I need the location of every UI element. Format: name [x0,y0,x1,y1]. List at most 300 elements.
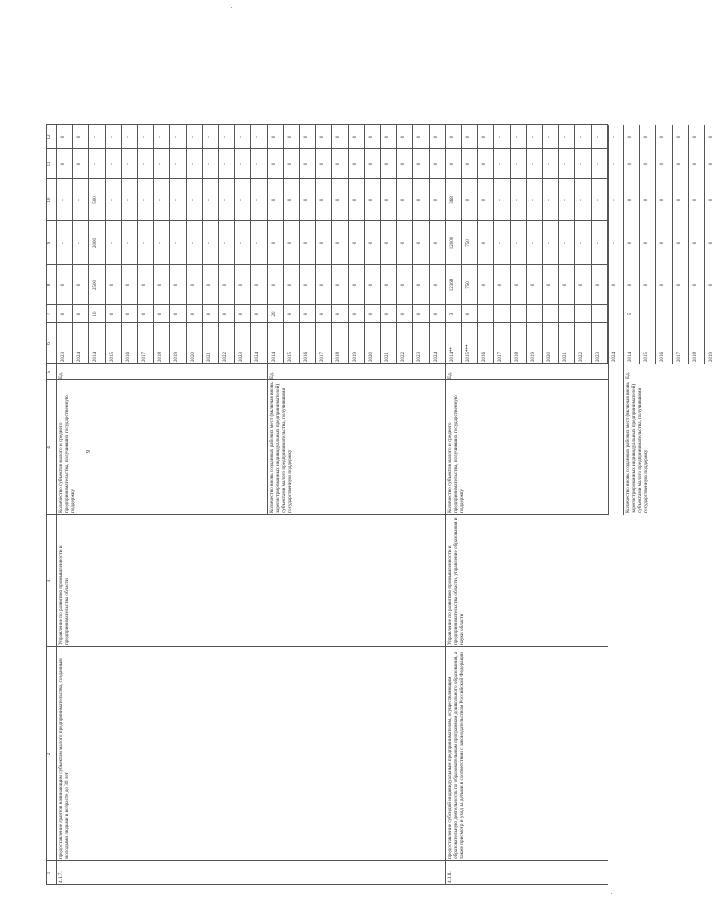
value-cell: 0 [709,135,714,139]
year-row-rule [315,125,316,364]
value-cell: 0 [385,283,390,287]
value-cell: 0 [709,198,714,202]
column-header: 10 [47,197,52,203]
value-cell: 0 [304,162,309,166]
year-row-rule [526,125,527,364]
year-row-rule [655,125,656,364]
value-cell: - [255,199,261,201]
value-cell: 0 [628,135,633,139]
value-cell: 12000 [449,236,455,250]
value-cell: 0 [158,312,164,316]
value-cell: 0 [692,198,698,202]
value-cell: 0 [660,162,666,166]
value-cell: 0 [287,162,293,166]
column-header: 5 [47,370,52,374]
value-cell: 0 [320,241,326,245]
column-header: 3 [47,579,52,583]
value-cell: 0 [385,135,390,139]
value-cell: 750 [466,281,471,289]
value-cell: 0 [368,162,374,166]
value-cell: 0 [449,135,455,139]
program-table [46,45,714,885]
value-cell: 0 [644,283,650,287]
value-cell: - [158,163,164,165]
value-cell: - [514,199,520,201]
column-header: 12 [47,134,52,140]
value-cell: - [174,136,180,138]
value-cell: 0 [368,198,374,202]
value-cell: 0 [287,312,293,316]
value-cell: 0 [336,283,342,287]
value-cell: 0 [336,162,342,166]
year-row-rule [88,125,89,364]
year-cell: 2015 [109,352,115,362]
column-header: 7 [47,312,52,316]
value-cell: 0 [125,283,131,287]
value-cell: 0 [433,198,439,202]
value-cell: 0 [125,312,131,316]
value-cell: - [109,199,115,201]
year-row-rule [688,125,689,364]
row-number: 4.1.8. [446,871,453,883]
year-cell: 2021 [206,352,212,362]
value-cell: - [514,136,520,138]
value-cell [563,305,570,323]
value-cell: 0 [644,135,650,139]
year-row-rule [493,125,494,364]
year-row-rule [283,125,284,364]
executor-text: Управление по развитию промышленности и предпринимательства области [58,545,70,645]
indicator-text: Количество вновь созданных рабочих мест (включая вновь зарегистрированных индивидуальных предпринимателей) субъектами малого предпринимательства, получившими государственную поддержку [625,382,649,513]
value-cell: - [547,242,552,244]
value-cell: - [255,242,261,244]
value-cell: 0 [385,198,390,202]
value-cell: 3 [449,312,455,316]
value-cell: - [61,242,66,244]
year-cell: 2023 [417,352,423,362]
year-cell: 2021 [385,352,390,362]
year-row-rule [429,125,430,364]
value-cell: - [77,242,83,244]
value-cell: 0 [466,198,471,202]
value-cell: 0 [77,135,83,139]
column-header: 4 [47,446,52,449]
value-cell: - [579,242,585,244]
value-cell: - [142,199,147,201]
value-cell: - [174,199,180,201]
value-cell: - [93,136,99,138]
year-cell: 2014 [93,352,99,362]
value-cell: - [142,163,147,165]
column-rule [46,379,608,380]
unit-text: Ед. [268,371,275,379]
value-cell: 0 [304,241,309,245]
year-row-rule [380,125,381,364]
value-cell: 0 [692,241,698,245]
value-cell [644,305,651,323]
year-cell: 2016 [660,352,666,362]
year-row-rule [250,125,251,364]
year-row-rule [348,125,349,364]
year-row-rule [477,125,478,364]
value-cell: 0 [77,312,83,316]
value-cell: 0 [142,283,147,287]
value-cell: 0 [514,283,520,287]
value-cell: - [206,242,212,244]
value-cell: 0 [401,283,407,287]
value-cell: 5 [628,312,633,316]
year-row-rule [461,125,462,364]
value-cell: 0 [61,162,66,166]
year-cell: 2020 [368,352,374,362]
value-cell: 0 [223,312,228,316]
value-cell: 0 [482,135,488,139]
value-cell: 0 [352,241,358,245]
year-cell: 2015 [644,352,650,362]
value-cell: 0 [482,241,488,245]
scan-speck [231,7,232,8]
indicator-text: Количество субъектов малого и среднего предпринимательства, получивших государственную поддержку [446,395,465,513]
value-cell: 0 [563,283,569,287]
column-rule [46,514,608,515]
value-cell: 0 [401,241,407,245]
year-cell: 2015*** [466,344,471,362]
value-cell: 0 [644,198,650,202]
value-cell: - [595,163,601,165]
year-cell: 2022 [401,352,407,362]
value-cell: - [239,163,245,165]
value-cell: - [547,136,552,138]
value-cell: 0 [433,283,439,287]
value-cell: - [530,242,536,244]
year-cell: 2017 [676,352,682,362]
value-cell: 0 [287,283,293,287]
year-cell: 2018 [336,352,342,362]
value-cell: 0 [676,283,682,287]
value-cell: 0 [676,198,682,202]
value-cell: - [109,136,115,138]
value-cell: - [125,199,131,201]
value-cell: - [498,136,504,138]
value-cell: - [223,136,228,138]
value-cell: 0 [61,312,66,316]
activity-text: предоставление грантов начинающим субъектам малого предпринимательства, созданным молодыми людьми в возрасте до 30 лет [58,658,70,859]
value-cell: - [255,163,261,165]
value-cell: - [498,163,504,165]
value-cell: 0 [77,162,83,166]
year-cell: 2014 [271,352,277,362]
value-cell: 0 [368,283,374,287]
value-cell: 0 [466,135,471,139]
value-cell: 0 [709,283,714,287]
value-cell: 0 [336,241,342,245]
value-cell: - [611,136,617,138]
table-rule [46,125,47,885]
value-cell [693,305,700,323]
year-cell: 2019 [174,352,180,362]
year-cell: 2015 [287,352,293,362]
year-cell: 2018 [514,352,520,362]
value-cell: 0 [336,135,342,139]
year-row-rule [234,125,235,364]
value-cell: 0 [142,312,147,316]
value-cell: - [190,163,196,165]
value-cell: - [223,242,228,244]
value-cell: - [530,199,536,201]
year-row-rule [396,125,397,364]
column-rule [46,860,608,861]
value-cell: - [174,242,180,244]
value-cell [709,305,716,323]
value-cell: - [611,199,617,201]
value-cell: 500 [93,196,99,204]
value-cell [515,305,522,323]
value-cell: - [579,136,585,138]
activity-text [269,649,444,859]
year-row-rule [574,125,575,364]
value-cell: - [563,199,569,201]
year-row-rule [542,125,543,364]
value-cell: 0 [401,135,407,139]
row-number: 4.1.7. [58,871,64,883]
value-cell: 0 [433,312,439,316]
value-cell: - [514,163,520,165]
value-cell: 0 [676,162,682,166]
column-header: 2 [47,752,52,756]
year-cell: 2014 [628,352,633,362]
value-cell: - [206,199,212,201]
value-cell: 0 [547,283,552,287]
executor-text: Управление по развитию промышленности и предпринимательства области, управление образования и науки области [446,517,465,645]
value-cell: 750 [466,239,471,247]
value-cell: 0 [482,198,488,202]
value-cell [677,305,684,323]
unit-text: Ед. [446,371,453,379]
value-cell [579,305,586,323]
indicator-text: Количество субъектов малого и среднего предпринимательства, получивших государственную поддержку [58,395,76,513]
value-cell: - [93,163,99,165]
value-cell: - [530,163,536,165]
value-cell: - [125,136,131,138]
value-cell: 0 [676,135,682,139]
year-cell: 2018 [158,352,164,362]
value-cell: 0 [255,312,261,316]
value-cell: 0 [190,283,196,287]
value-cell: 0 [61,283,66,287]
value-cell: - [530,136,536,138]
value-cell: 0 [466,162,471,166]
value-cell: 0 [320,135,326,139]
value-cell: - [579,163,585,165]
year-cell: 2016 [304,352,309,362]
value-cell: - [595,242,601,244]
year-row-rule [121,125,122,364]
year-row-rule [364,125,365,364]
year-row-rule [299,125,300,364]
value-cell: 0 [530,283,536,287]
value-cell: 0 [385,312,390,316]
value-cell: - [223,163,228,165]
value-cell [482,305,489,323]
value-cell: - [174,163,180,165]
row-group-rule [623,125,624,515]
year-cell: 2024 [255,352,261,362]
value-cell: 0 [449,162,455,166]
value-cell: - [239,136,245,138]
value-cell: 0 [271,241,277,245]
value-cell: - [595,199,601,201]
value-cell: - [239,199,245,201]
value-cell: 0 [433,241,439,245]
value-cell: 2000 [93,238,99,248]
value-cell: 0 [676,241,682,245]
scan-speck [611,893,612,894]
unit-text: Ед. [625,371,631,379]
value-cell: 0 [417,162,423,166]
value-cell [612,305,619,323]
year-row-rule [202,125,203,364]
value-cell: 0 [287,241,293,245]
value-cell: 0 [304,135,309,139]
value-cell: - [190,199,196,201]
value-cell: 0 [660,283,666,287]
value-cell: 0 [320,312,326,316]
column-header: 9 [47,241,52,245]
value-cell: 0 [692,135,698,139]
value-cell: - [77,199,83,201]
value-cell: - [563,136,569,138]
value-cell [660,305,667,323]
value-cell: 0 [692,162,698,166]
value-cell: 0 [271,198,277,202]
year-cell: 2023 [595,352,601,362]
year-row-rule [153,125,154,364]
year-cell: 2022 [223,352,228,362]
value-cell: 0 [223,283,228,287]
value-cell: - [206,136,212,138]
value-cell: - [158,242,164,244]
activity-text [625,649,719,859]
value-cell: - [142,242,147,244]
value-cell: 12368 [449,278,455,292]
value-cell: 0 [466,312,471,316]
value-cell: 0 [190,312,196,316]
value-cell: 0 [352,135,358,139]
value-cell: - [190,242,196,244]
year-cell: 2017 [142,352,147,362]
value-cell: - [158,136,164,138]
value-cell: 0 [271,162,277,166]
value-cell: 0 [109,283,115,287]
value-cell [547,305,554,323]
column-header: 1 [47,871,52,875]
value-cell: - [547,163,552,165]
value-cell: 0 [287,198,293,202]
value-cell: 10 [93,311,99,317]
row-group-rule [56,125,57,885]
column-header: 8 [47,283,52,287]
value-cell: 0 [174,283,180,287]
year-cell: 2017 [498,352,504,362]
value-cell [498,305,505,323]
value-cell: 0 [644,241,650,245]
year-row-rule [558,125,559,364]
year-row-rule [412,125,413,364]
unit-text: Ед. [58,371,64,379]
value-cell: 0 [368,312,374,316]
value-cell: 0 [498,283,504,287]
year-cell: 2020 [190,352,196,362]
year-cell: 2018 [692,352,698,362]
value-cell: 0 [417,135,423,139]
value-cell: 368 [449,196,455,204]
value-cell: 0 [595,283,601,287]
value-cell [531,305,538,323]
column-rule [46,884,608,885]
value-cell: 0 [660,135,666,139]
activity-text: предоставление субсидий индивидуальным предпринимателям, осуществляющим образовательную деятельность по образовательным программам дошкольного образования, а также присмотр и уход за детьми в соответствии с законодательством Российской Федерации [446,651,465,859]
value-cell: 0 [77,283,83,287]
value-cell: 0 [158,283,164,287]
value-cell: - [125,163,131,165]
year-row-rule [672,125,673,364]
value-cell: - [206,163,212,165]
executor-text [269,517,444,645]
table-rule [608,125,609,515]
year-row-rule [105,125,106,364]
value-cell: - [109,163,115,165]
value-cell: - [595,136,601,138]
value-cell [596,305,603,323]
value-cell: 20 [271,311,277,317]
year-cell: 2019 [530,352,536,362]
value-cell: 0 [304,198,309,202]
year-row-rule [331,125,332,364]
value-cell: - [579,199,585,201]
value-cell: 2500 [93,280,99,290]
value-cell: 0 [611,283,617,287]
value-cell: - [255,136,261,138]
value-cell: 0 [644,162,650,166]
value-cell: 0 [255,283,261,287]
value-cell: 0 [482,162,488,166]
value-cell: - [563,242,569,244]
value-cell: 0 [417,312,423,316]
value-cell: 0 [320,198,326,202]
value-cell: - [61,199,66,201]
value-cell: 0 [271,135,277,139]
value-cell: - [239,242,245,244]
indicator-text: Количество вновь созданных рабочих мест (включая вновь зарегистрированных индивидуальных предпринимателей) субъектами малого предпринимательства, получившими государственную поддержку [268,382,293,513]
value-cell: - [498,199,504,201]
value-cell: 0 [368,241,374,245]
value-cell: 0 [304,312,309,316]
row-group-rule [267,125,268,515]
row-group-rule [445,125,446,885]
value-cell: - [498,242,504,244]
value-cell: 0 [417,283,423,287]
value-cell: 0 [709,162,714,166]
value-cell: 0 [401,198,407,202]
value-cell: 0 [271,283,277,287]
value-cell: - [109,242,115,244]
value-cell: - [611,242,617,244]
year-cell: 2016 [125,352,131,362]
year-cell: 2021 [563,352,569,362]
executor-text [625,517,719,645]
value-cell: 0 [660,198,666,202]
column-header: 11 [47,161,52,167]
